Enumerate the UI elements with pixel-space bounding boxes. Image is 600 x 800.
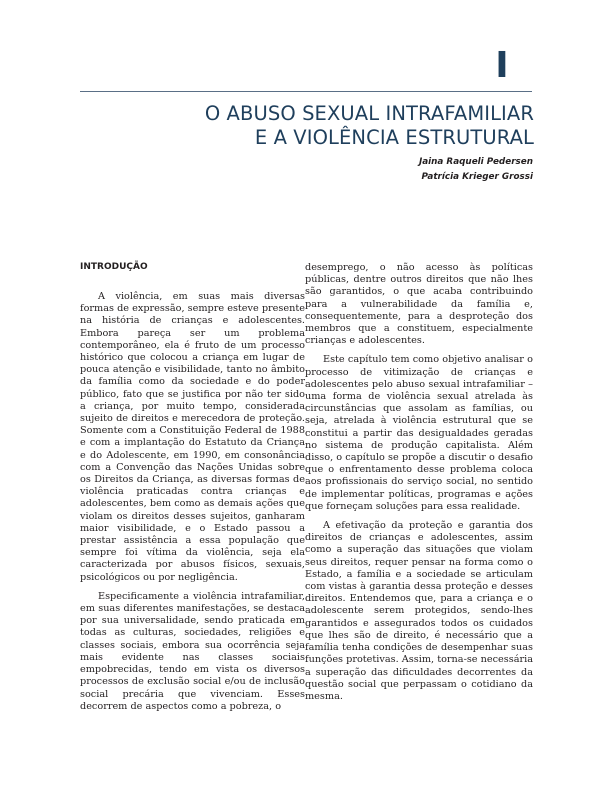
author-name: Patrícia Krieger Grossi [421, 172, 533, 182]
chapter-title [205, 102, 534, 150]
body-paragraph: Este capítulo tem como objetivo analisar o processo de vitimização de crianças e adolescentes pelo abuso sexual intrafamiliar – uma forma de violência sexual atrelada às circunstâncias que assolam as famílias, ou seja, atrelada à violência estrutural que se constitui a partir das desigualdades geradas no sistema de produção capitalista. Além disso, o capítulo se propõe a discutir o desafio que o enfrentamento desse problema coloca aos profissionais do serviço social, no sentido de implementar políticas, programas e ações que forneçam soluções para essa realidade. [305, 354, 533, 512]
chapter-title-line-1: O ABUSO SEXUAL INTRAFAMILIAR [204, 102, 534, 125]
author-name: Jaina Raqueli Pedersen [418, 157, 533, 167]
chapter-title-line-2: E A VIOLÊNCIA ESTRUTURAL [254, 126, 534, 149]
body-paragraph: A efetivação da proteção e garantia dos direitos de crianças e adolescentes, assim como a superação das situações que violam seus direitos, requer pensar na forma como o Estado, a família e a sociedade se articulam com vistas à garantia dessa proteção e desses direitos. Entendemos que, para a criança e o adolescente serem protegidos, sendo-lhes garantidos e assegurados todos os cuidados que lhes são de direito, é necessário que a família tenha condições de desempenhar suas funções protetivas. Assim, torna-se necessária a superação das dificuldades decorrentes da questão social que perpassam o cotidiano da mesma. [305, 520, 533, 702]
body-paragraph: Especificamente a violência intrafamiliar, em suas diferentes manifestações, se destaca por sua universalidade, sendo praticada em todas as culturas, sociedades, religiões e classes sociais, embora sua ocorrência seja mais evidente nas classes sociais empobrecidas, tendo em vista os diversos processos de exclusão social e/ou de inclusão social precária que vivenciam. Esses decorrem de aspectos como a pobreza, o [80, 590, 305, 712]
body-paragraph-continued: desemprego, o não acesso às políticas públicas, dentre outros direitos que não lhes são garantidos, o que acaba contribuindo para a vulnerabilidade da família e, consequentemente, para a desproteção dos membros que a constituem, especialmente crianças e adolescentes. [305, 262, 533, 347]
body-paragraph: A violência, em suas mais diversas formas de expressão, sempre esteve presente na história de crianças e adolescentes. Embora pareça ser um problema contemporâneo, ela é fruto de um processo histórico que colocou a criança em lugar de pouca atenção e visibilidade, tanto no âmbito da família como da sociedade e do poder público, fato que se justifica por não ter sido a criança, por muito tempo, considerada sujeito de direitos e merecedora de proteção. Somente com a Constituição Federal de 1988 e com a implantação do Estatuto da Criança e do Adolescente, em 1990, em consonância com a Convenção das Nações Unidas sobre os Direitos da Criança, as diversas formas de violência praticadas contra crianças e adolescentes, bem como as demais ações que violam os direitos desses sujeitos, ganharam maior visibilidade, e o Estado passou a prestar assistência a essa população que sempre foi vítima da violência, seja ela caracterizada por abusos físicos, sexuais, psicológicos ou por negligência. [80, 291, 305, 583]
header-rule [80, 91, 532, 92]
text-column-left [80, 261, 305, 713]
section-heading: INTRODUÇÃO [80, 262, 148, 272]
author-list [419, 155, 533, 185]
text-column-right [305, 262, 533, 703]
chapter-number: I [495, 45, 509, 86]
